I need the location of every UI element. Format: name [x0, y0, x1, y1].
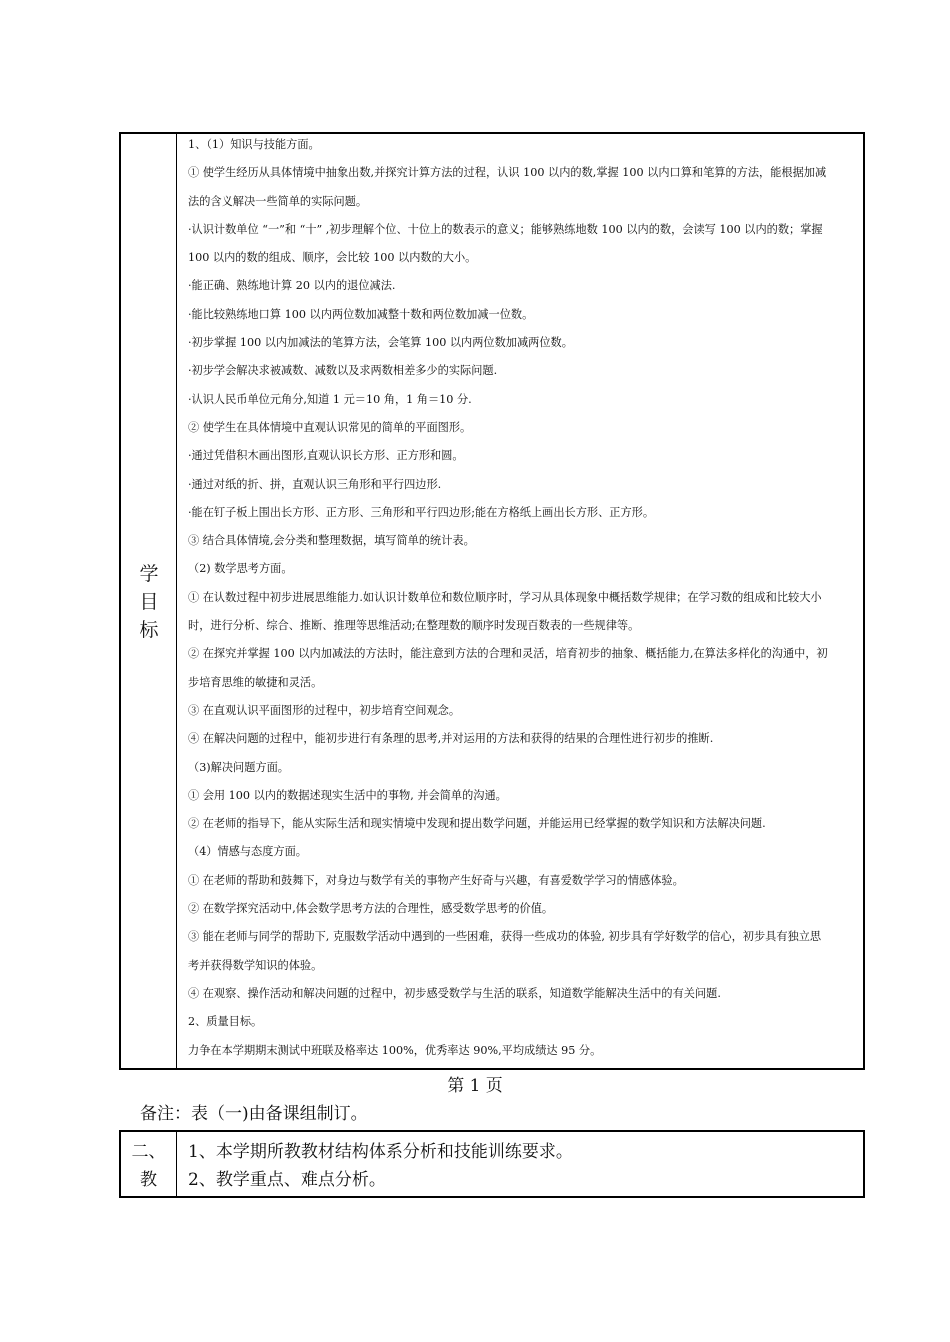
goal-line: 2、质量目标。 — [188, 1015, 263, 1029]
goal-line: 1、（1）知识与技能方面。 — [188, 138, 320, 151]
goal-line: ·认识计数单位 “一”和 “十” ,初步理解个位、十位上的数表示的意义；能够熟练地数 100 以内的数，会读写 100 以内的数；掌握 — [188, 222, 823, 236]
remark-note: 备注：表（一)由备课组制订。 — [140, 1104, 368, 1124]
goal-line: ② 在老师的指导下，能从实际生活和现实情境中发现和提出数学问题，并能运用已经掌握的数学知识和方法解决问题. — [188, 817, 766, 831]
goal-line: ·初步掌握 100 以内加减法的笔算方法，会笔算 100 以内两位数加减两位数。 — [188, 336, 573, 350]
goal-line: ② 在数学探究活动中,体会数学思考方法的合理性，感受数学思考的价值。 — [188, 902, 554, 916]
goals-label-char: 目 — [139, 591, 159, 613]
goal-line: （4）情感与态度方面。 — [188, 845, 307, 859]
goal-line: ·能在钉子板上围出长方形、正方形、三角形和平行四边形;能在方格纸上画出长方形、正方形。 — [188, 505, 655, 519]
teaching-label-char: 二、 — [131, 1142, 166, 1162]
goals-content-cell — [188, 138, 856, 1072]
teaching-table — [119, 1130, 865, 1198]
teaching-line: 2、教学重点、难点分析。 — [188, 1170, 386, 1190]
goal-line: ④ 在观察、操作活动和解决问题的过程中，初步感受数学与生活的联系，知道数学能解决生活中的有关问题. — [188, 986, 721, 1000]
goal-line: 考并获得数学知识的体验。 — [188, 958, 323, 972]
goal-line: 时，进行分析、综合、推断、推理等思维活动;在整理数的顺序时发现百数表的一些规律等。 — [188, 619, 640, 633]
goal-line: 100 以内的数的组成、顺序，会比较 100 以内数的大小。 — [188, 251, 477, 265]
goal-line: 法的含义解决一些简单的实际问题。 — [188, 194, 368, 208]
goals-label-char: 标 — [139, 619, 159, 641]
teaching-label-cell — [121, 1132, 177, 1196]
teaching-label-char: 教 — [140, 1170, 157, 1190]
goal-line: （3)解决问题方面。 — [188, 760, 289, 774]
goals-label — [121, 560, 177, 644]
goal-line: 步培育思维的敏捷和灵活。 — [188, 675, 323, 689]
goals-label-cell — [121, 134, 177, 1068]
goal-line: ·初步学会解决求被减数、减数以及求两数相差多少的实际问题. — [188, 364, 498, 378]
goal-line: （2) 数学思考方面。 — [188, 562, 293, 576]
goal-line: ·通过对纸的折、拼，直观认识三角形和平行四边形. — [188, 477, 442, 491]
goal-line: ④ 在解决问题的过程中，能初步进行有条理的思考,并对运用的方法和获得的结果的合理性进行初步的推断. — [188, 732, 714, 746]
goal-line: ·认识人民币单位元角分,知道 1 元＝10 角，1 角＝10 分. — [188, 392, 472, 406]
goal-line: ② 使学生在具体情境中直观认识常见的简单的平面图形。 — [188, 420, 472, 434]
teaching-content-cell — [188, 1138, 573, 1194]
goal-line: ·通过凭借积木画出图形,直观认识长方形、正方形和圆。 — [188, 449, 464, 463]
goal-line: ① 在老师的帮助和鼓舞下，对身边与数学有关的事物产生好奇与兴趣，有喜爱数学学习的情感体验。 — [188, 873, 684, 887]
goal-line: ·能比较熟练地口算 100 以内两位数加减整十数和两位数加减一位数。 — [188, 307, 534, 321]
goal-line: ① 在认数过程中初步进展思维能力.如认识计数单位和数位顺序时，学习从具体现象中概括数学规律；在学习数的组成和比较大小 — [188, 590, 822, 604]
goal-line: ③ 结合具体情境,会分类和整理数据，填写简单的统计表。 — [188, 534, 475, 548]
goal-line: ① 使学生经历从具体情境中抽象出数,并探究计算方法的过程，认识 100 以内的数,掌握 100 以内口算和笔算的方法，能根据加减 — [188, 166, 827, 180]
goals-label-char: 学 — [139, 563, 159, 585]
goal-line: 力争在本学期期末测试中班联及格率达 100%，优秀率达 90%,平均成绩达 95 分。 — [188, 1043, 602, 1057]
goal-line: ③ 在直观认识平面图形的过程中，初步培育空间观念。 — [188, 703, 461, 717]
goal-line: ① 会用 100 以内的数据述现实生活中的事物, 并会简单的沟通。 — [188, 788, 507, 802]
goal-line: ·能正确、熟练地计算 20 以内的退位减法. — [188, 279, 396, 293]
goals-table — [119, 132, 865, 1070]
goal-line: ② 在探究并掌握 100 以内加减法的方法时，能注意到方法的合理和灵活，培育初步的抽象、概括能力,在算法多样化的沟通中，初 — [188, 647, 828, 661]
goal-line: ③ 能在老师与同学的帮助下, 克服数学活动中遇到的一些困难，获得一些成功的体验, 初步具有学好数学的信心，初步具有独立思 — [188, 930, 822, 944]
teaching-line: 1、本学期所教教材结构体系分析和技能训练要求。 — [188, 1142, 573, 1162]
page-number: 第 1 页 — [447, 1076, 503, 1096]
